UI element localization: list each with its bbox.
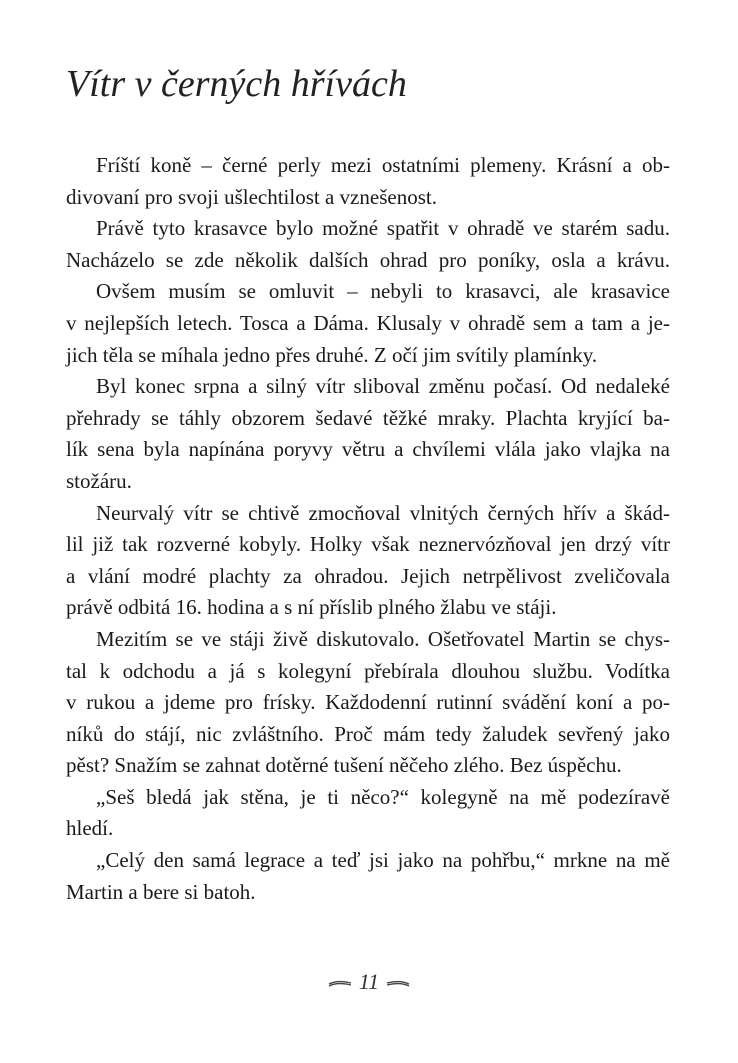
text-line: Mezitím se ve stáji živě diskutovalo. Ošetřovatel Martin se chys- xyxy=(96,626,670,651)
text-line: Martin a bere si batoh. xyxy=(66,879,256,904)
chapter-title: Vítr v černých hřívách xyxy=(66,63,407,105)
text-line: právě odbitá 16. hodina a s ní příslib plného žlabu ve stáji. xyxy=(66,595,557,620)
text-line: lil již tak rozverné kobyly. Holky však neznervózňoval jen drzý vítr xyxy=(66,532,670,557)
right-ornament-icon xyxy=(385,979,411,989)
body-text xyxy=(66,150,670,908)
text-line: hledí. xyxy=(66,816,114,841)
text-line: jich těla se míhala jedno přes druhé. Z očí jim svítily plamínky. xyxy=(66,342,598,367)
page-number: 11 xyxy=(358,969,380,994)
text-line: Fríští koně – černé perly mezi ostatními plemeny. Krásní a ob- xyxy=(96,153,670,177)
text-line: Ovšem musím se omluvit – nebyli to krasavci, ale krasavice xyxy=(96,279,670,304)
text-line: stožáru. xyxy=(66,468,132,493)
text-line: pěst? Snažím se zahnat dotěrné tušení něčeho zlého. Bez úspěchu. xyxy=(66,753,622,778)
text-line: v nejlepších letech. Tosca a Dáma. Klusaly v ohradě sem a tam a je- xyxy=(66,310,670,335)
text-line: tal k odchodu a já s kolegyní přebírala dlouhou službu. Vodítka xyxy=(66,658,670,683)
text-line: „Celý den samá legrace a teď jsi jako na pohřbu,“ mrkne na mě xyxy=(96,848,670,873)
text-line: Nacházelo se zde několik dalších ohrad pro poníky, osla a krávu. xyxy=(66,247,670,272)
text-line: Byl konec srpna a silný vítr sliboval změnu počasí. Od nedaleké xyxy=(96,374,670,399)
text-line: níků do stájí, nic zvláštního. Proč mám tedy žaludek sevřený jako xyxy=(66,721,670,746)
text-line: divovaní pro svoji ušlechtilost a vznešenost. xyxy=(66,184,437,209)
text-line: lík sena byla napínána poryvy větru a chvílemi vlála jako vlajka na xyxy=(66,437,670,462)
page-number-footer xyxy=(0,968,738,996)
left-ornament-icon xyxy=(327,979,353,989)
text-line: a vlání modré plachty za ohradou. Jejich netrpělivost zveličovala xyxy=(66,563,670,588)
text-line: „Seš bledá jak stěna, je ti něco?“ kolegyně na mě podezíravě xyxy=(96,784,670,809)
text-line: Právě tyto krasavce bylo možné spatřit v ohradě ve starém sadu. xyxy=(96,216,670,241)
text-line: přehrady se táhly obzorem šedavé těžké mraky. Plachta kryjící ba- xyxy=(66,405,670,430)
text-line: v rukou a jdeme pro frísky. Každodenní rutinní svádění koní a po- xyxy=(66,690,670,715)
text-line: Neurvalý vítr se chtivě zmocňoval vlnitých černých hřív a škád- xyxy=(96,500,670,525)
